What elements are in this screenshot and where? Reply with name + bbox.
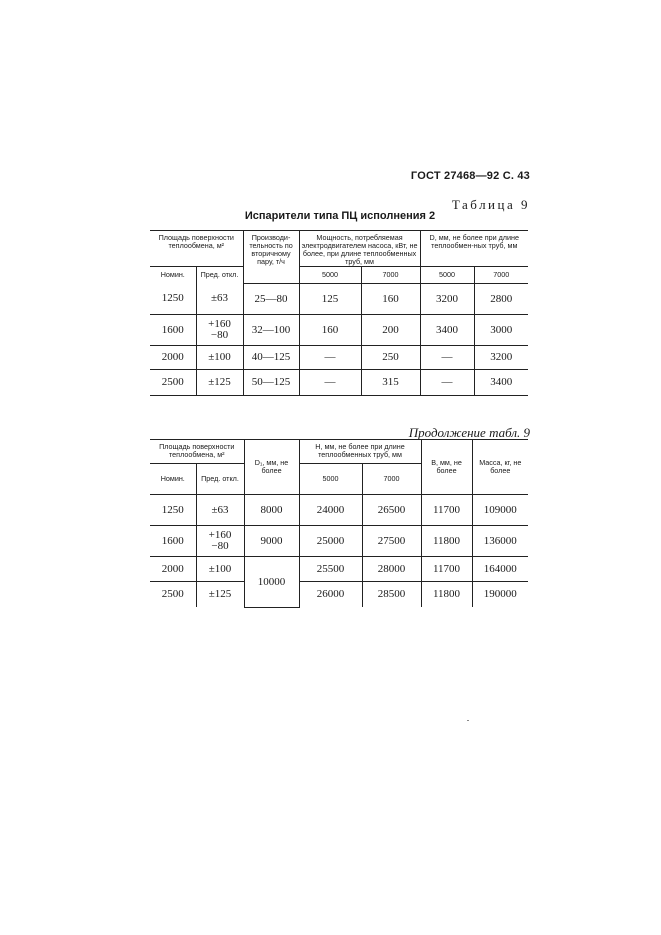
cell-b: 11700 (421, 494, 472, 525)
cell-h-7000: 27500 (362, 525, 421, 556)
cell-dev: ±125 (196, 369, 243, 395)
table-row (150, 314, 528, 345)
dev-minus: −80 (210, 328, 229, 341)
cell-power-7000: 250 (361, 345, 420, 369)
table-row (150, 556, 528, 581)
cell-dev: ±63 (196, 494, 244, 525)
cell-h-5000: 25000 (299, 525, 362, 556)
cell-power-5000: 125 (299, 283, 361, 314)
cell-productivity: 32—100 (243, 314, 299, 345)
table-row (150, 494, 528, 525)
table-row (150, 581, 528, 607)
cell-dev: ±63 (196, 283, 243, 314)
cell-d-7000: 3400 (474, 369, 528, 395)
table-9-continuation (150, 439, 528, 608)
cell-nom: 2000 (150, 345, 196, 369)
cell-power-5000: — (299, 369, 361, 395)
cell-dev: ±100 (196, 556, 244, 581)
cell-h-7000: 28500 (362, 581, 421, 607)
cell-h-7000: 28000 (362, 556, 421, 581)
cell-nom: 1250 (150, 283, 196, 314)
cell-power-5000: 160 (299, 314, 361, 345)
table-row (150, 345, 528, 369)
header-area: Площадь поверхности теплообмена, м² (150, 440, 244, 464)
cell-h-5000: 25500 (299, 556, 362, 581)
cell-b: 11800 (421, 581, 472, 607)
header-productivity: Производи-тельность по вторичному пару, т/ч (243, 231, 299, 283)
dev-minus: −80 (211, 539, 229, 552)
header-len-7000: 7000 (474, 267, 528, 283)
header-d: D, мм, не более при длине теплообмен-ных труб, мм (420, 231, 528, 267)
header-nom: Номин. (160, 473, 185, 483)
cell-nom: 2000 (150, 556, 196, 581)
header-area: Площадь поверхности теплообмена, м² (150, 231, 243, 267)
cell-mass: 109000 (472, 494, 528, 525)
header-nom: Номин. (160, 270, 185, 279)
header-dev: Пред. откл. (196, 464, 244, 494)
cell-h-5000: 26000 (299, 581, 362, 607)
table-title: Испарители типа ПЦ исполнения 2 (244, 210, 436, 222)
header-len-7000: 7000 (361, 267, 420, 283)
table-label: Таблица 9 (451, 197, 530, 212)
cell-nom: 1600 (150, 525, 196, 556)
header-len-5000: 5000 (299, 267, 361, 283)
cell-productivity: 50—125 (243, 369, 299, 395)
header-mass: Масса, кг, не более (472, 440, 528, 494)
cell-mass: 164000 (472, 556, 528, 581)
cell-mass: 190000 (472, 581, 528, 607)
cell-productivity: 25—80 (243, 283, 299, 314)
header-len-5000: 5000 (299, 464, 362, 494)
continuation-label: Продолжение табл. 9 (408, 425, 530, 440)
dev-plus: +160 (208, 317, 231, 330)
cell-dev: ±125 (196, 581, 244, 607)
table-9 (150, 230, 528, 396)
scan-speck (467, 720, 469, 721)
cell-mass: 136000 (472, 525, 528, 556)
cell-dev (196, 525, 244, 556)
cell-h-5000: 24000 (299, 494, 362, 525)
cell-h-7000: 26500 (362, 494, 421, 525)
cell-d-5000: 3400 (420, 314, 474, 345)
header-h: H, мм, не более при длине теплообменных труб, мм (299, 440, 421, 464)
dev-plus: +160 (208, 528, 232, 541)
cell-d-7000: 3000 (474, 314, 528, 345)
cell-dev: ±100 (196, 345, 243, 369)
table-row (150, 283, 528, 314)
cell-nom: 2500 (150, 369, 196, 395)
cell-nom: 1600 (150, 314, 196, 345)
cell-d-5000: 3200 (420, 283, 474, 314)
cell-d1: 8000 (244, 494, 299, 525)
cell-d-7000: 3200 (474, 345, 528, 369)
cell-power-5000: — (299, 345, 361, 369)
cell-productivity: 40—125 (243, 345, 299, 369)
cell-d1: 10000 (244, 556, 299, 607)
header-dev: Пред. откл. (196, 267, 243, 284)
header-b: B, мм, не более (421, 440, 472, 494)
header-power: Мощность, потребляемая электродвигателем насоса, кВт, не более, при длине теплообменных труб, мм (299, 231, 420, 267)
header-d1: D₁, мм, не более (244, 440, 299, 494)
cell-d-5000: — (420, 345, 474, 369)
cell-dev (196, 314, 243, 345)
cell-d1: 9000 (244, 525, 299, 556)
table-row (150, 369, 528, 395)
cell-d-7000: 2800 (474, 283, 528, 314)
cell-d-5000: — (420, 369, 474, 395)
cell-b: 11800 (421, 525, 472, 556)
cell-power-7000: 315 (361, 369, 420, 395)
header-len-7000: 7000 (362, 464, 421, 494)
cell-nom: 2500 (161, 588, 184, 601)
cell-nom: 1250 (150, 494, 196, 525)
header-len-5000: 5000 (420, 267, 474, 283)
cell-power-7000: 200 (361, 314, 420, 345)
cell-b: 11700 (421, 556, 472, 581)
table-row (150, 525, 528, 556)
cell-power-7000: 160 (361, 283, 420, 314)
document-reference: ГОСТ 27468—92 С. 43 (410, 170, 530, 182)
